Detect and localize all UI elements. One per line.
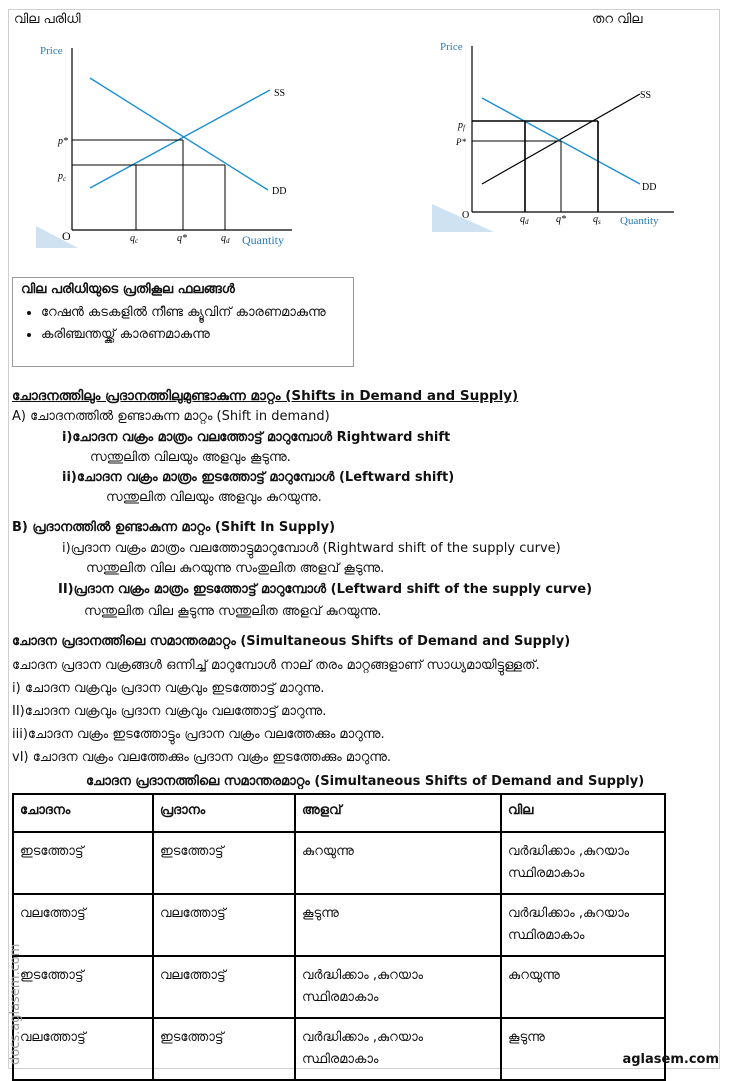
p-star-label: p* — [58, 136, 68, 147]
demand-label: DD — [642, 182, 657, 193]
ceiling-effect-item: • കരിഞ്ചന്തയ്ക്ക് കാരണമാകുന്നു — [41, 324, 371, 346]
table-cell: കൂടുന്നു — [501, 1018, 665, 1080]
simultaneous-case: II)ചോദന വക്രവും പ്രദാന വക്രവും വലത്തോട്ട് മാറുന്നു. — [12, 704, 327, 719]
table-cell: കുറയുന്നു — [501, 956, 665, 1018]
header-price: വില — [501, 794, 665, 832]
table-cell: വലത്തോട്ട് — [153, 956, 295, 1018]
table-cell: വർദ്ധിക്കാം ,കുറയാം സ്ഥിരമാകാം — [295, 956, 501, 1018]
demand-label: DD — [272, 186, 287, 197]
supply-right-result: സന്തുലിത വില കുറയുന്നു സംതുലിത അളവ് കൂടുന്നു. — [86, 561, 385, 576]
price-floor-heading: തറ വില — [592, 12, 643, 27]
watermark — [4, 905, 28, 1065]
table-cell: കുറയുന്നു — [295, 832, 501, 894]
simultaneous-case: iii)ചോദന വക്രം ഇടത്തോട്ടും പ്രദാന വക്രം വലത്തേക്കും മാറുന്നു. — [12, 727, 385, 742]
header-demand: ചോദനം — [13, 794, 153, 832]
supply-label: SS — [640, 90, 652, 101]
table-cell: വലത്തോട്ട് — [13, 1018, 153, 1080]
qc-label: $q_c$ — [130, 233, 139, 245]
header-supply: പ്രദാനം — [153, 794, 295, 832]
qs-label: $q_s$ — [593, 214, 601, 226]
demand-left-shift: ii)ചോദന വക്രം മാത്രം ഇടത്തോട്ട് മാറുമ്പോൾ (Leftward shift) — [62, 470, 455, 485]
table-header-row — [13, 794, 665, 832]
price-ceiling-heading: വില പരിധി — [14, 12, 81, 27]
supply-label: SS — [274, 88, 286, 99]
brand-footer[interactable]: aglasem.com — [622, 1052, 719, 1067]
demand-right-shift: i)ചോദന വക്രം മാത്രം വലത്തോട്ട് മാറുമ്പോൾ Rightward shift — [62, 430, 451, 445]
q-star-label: q* — [177, 233, 187, 244]
table-cell: ഇടത്തോട്ട് — [13, 956, 153, 1018]
x-axis-label: Quantity — [242, 233, 284, 247]
shift-supply-title: B) പ്രദാനത്തിൽ ഉണ്ടാകുന്ന മാറ്റം (Shift In Supply) — [12, 520, 336, 535]
demand-right-result: സന്തുലിത വിലയും അളവും കൂടുന്നു. — [90, 450, 291, 465]
table-row — [13, 956, 665, 1018]
table-cell: ഇടത്തോട്ട് — [153, 1018, 295, 1080]
simultaneous-intro: ചോദന പ്രദാന വക്രങ്ങൾ ഒന്നിച്ച് മാറുമ്പോൾ നാല് തരം മാറ്റങ്ങളാണ് സാധ്യമായിട്ടുള്ളത്. — [12, 658, 540, 673]
price-ceiling-diagram — [30, 40, 310, 252]
supply-right-shift: i)പ്രദാന വക്രം മാത്രം വലത്തോട്ടുമാറുമ്പോൾ (Rightward shift of the supply curve) — [62, 541, 561, 556]
ceiling-effects-box — [12, 277, 354, 367]
shift-demand-title: A) ചോദനത്തിൽ ഉണ്ടാകുന്ന മാറ്റം (Shift in demand) — [12, 409, 330, 424]
ceiling-effect-item: • റേഷൻ കടകളിൽ നീണ്ട ക്യൂവിന് കാരണമാകുന്നു — [41, 302, 331, 324]
pc-label: $p_c$ — [58, 171, 67, 183]
table-cell: കൂടുന്നു — [295, 894, 501, 956]
simultaneous-shifts-table — [12, 793, 666, 1081]
table-cell: വർദ്ധിക്കാം ,കുറയാം സ്ഥിരമാകാം — [501, 832, 665, 894]
qd-label: $q_d$ — [520, 214, 529, 226]
simultaneous-case: vI) ചോദന വക്രം വലത്തേക്കും പ്രദാന വക്രം ഇടത്തേക്കും മാറുന്നു. — [12, 750, 392, 765]
origin-label: O — [62, 229, 71, 243]
demand-left-result: സന്തുലിത വിലയും അളവും കുറയുന്നു. — [106, 490, 322, 505]
supply-left-result: സന്തുലിത വില കൂടുന്നു സന്തുലിത അളവ് കുറയുന്നു. — [84, 604, 382, 619]
origin-label: O — [462, 210, 470, 221]
price-floor-diagram — [428, 38, 684, 238]
qd-label: $q_d$ — [221, 233, 230, 245]
table-title: ചോദന പ്രദാനത്തിലെ സമാന്തരമാറ്റം (Simultaneous Shifts of Demand and Supply) — [86, 774, 645, 789]
table-row — [13, 894, 665, 956]
table-cell: ഇടത്തോട്ട് — [13, 832, 153, 894]
ceiling-effects-list — [13, 302, 371, 346]
table-cell: ഇടത്തോട്ട് — [153, 832, 295, 894]
ceiling-effects-title: വില പരിധിയുടെ പ്രതികൂല ഫലങ്ങൾ — [21, 282, 235, 297]
p-star-label: P* — [456, 137, 466, 147]
y-axis-label: Price — [40, 45, 63, 57]
table-cell: വർദ്ധിക്കാം ,കുറയാം സ്ഥിരമാകാം — [501, 894, 665, 956]
x-axis-label: Quantity — [620, 215, 659, 227]
table-cell: വലത്തോട്ട് — [153, 894, 295, 956]
shifts-heading: ചോദനത്തിലും പ്രദാനത്തിലുമുണ്ടാകുന്ന മാറ്റം (Shifts in Demand and Supply) — [12, 388, 519, 404]
supply-left-shift: II)പ്രദാന വക്രം മാത്രം ഇടത്തോട്ട് മാറുമ്പോൾ (Leftward shift of the supply curve) — [58, 582, 593, 597]
header-quantity: അളവ് — [295, 794, 501, 832]
table-cell: വർദ്ധിക്കാം ,കുറയാം സ്ഥിരമാകാം — [295, 1018, 501, 1080]
table-cell: വലത്തോട്ട് — [13, 894, 153, 956]
q-star-label: q* — [556, 214, 566, 225]
table-row — [13, 1018, 665, 1080]
watermark-text: docs.aglasem.com — [8, 943, 23, 1065]
pf-label: $p_f$ — [458, 120, 465, 132]
simultaneous-heading: ചോദന പ്രദാനത്തിലെ സമാന്തരമാറ്റം (Simultaneous Shifts of Demand and Supply) — [12, 634, 571, 649]
y-axis-label: Price — [440, 41, 463, 53]
table-row — [13, 832, 665, 894]
supply-curve — [90, 90, 270, 188]
simultaneous-case: i) ചോദന വക്രവും പ്രദാന വക്രവും ഇടത്തോട്ട് മാറുന്നു. — [12, 681, 325, 696]
